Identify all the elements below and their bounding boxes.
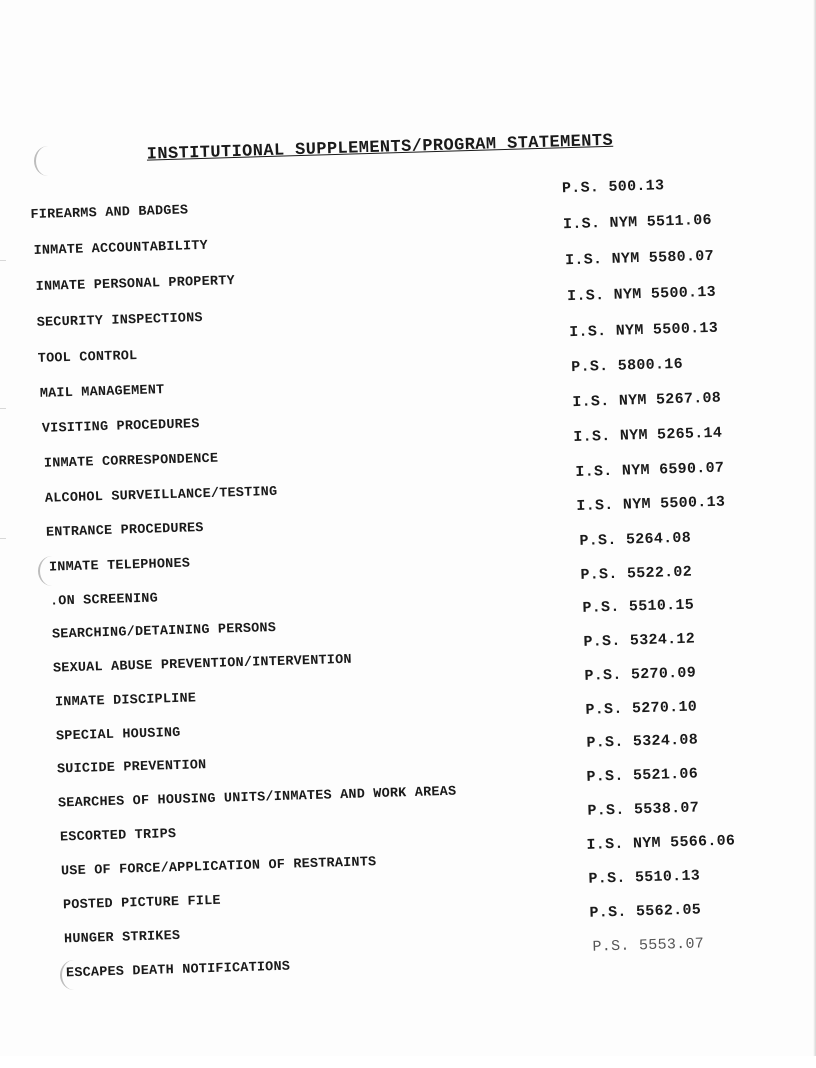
entry-code: I.S. NYM 5511.06 [562, 211, 713, 234]
entry-name: SUICIDE PREVENTION [56, 758, 207, 778]
entry-code: I.S. NYM 5500.13 [566, 283, 717, 306]
entry-code: P.S. 5521.06 [586, 765, 699, 786]
entry-code: P.S. 5324.12 [583, 630, 696, 651]
entry-code: I.S. NYM 6590.07 [575, 459, 725, 482]
entry-name: INMATE DISCIPLINE [54, 691, 197, 711]
entry-code: P.S. 5510.15 [582, 596, 695, 617]
entry-code: P.S. 5562.05 [589, 901, 702, 922]
entry-name: SECURITY INSPECTIONS [36, 311, 203, 331]
entry-name: INMATE TELEPHONES [48, 556, 191, 576]
document-title: INSTITUTIONAL SUPPLEMENTS/PROGRAM STATEMENTS [146, 131, 614, 165]
entry-name: SEXUAL ABUSE PREVENTION/INTERVENTION [52, 652, 352, 677]
entry-code: I.S. NYM 5566.06 [586, 832, 736, 854]
entry-name: TOOL CONTROL [37, 348, 138, 367]
entry-code: P.S. 5270.09 [584, 664, 697, 685]
entry-name: VISITING PROCEDURES [41, 417, 200, 437]
entry-code: I.S. NYM 5267.08 [572, 389, 722, 412]
entry-code: I.S. NYM 5580.07 [564, 247, 715, 270]
entry-code: I.S. NYM 5500.13 [569, 319, 719, 342]
entry-name: USE OF FORCE/APPLICATION OF RESTRAINTS [60, 855, 377, 880]
entry-code: P.S. 500.13 [561, 177, 665, 198]
entry-name: FIREARMS AND BADGES [30, 203, 189, 224]
entry-name: MAIL MANAGEMENT [39, 383, 165, 402]
entry-name: ENTRANCE PROCEDURES [45, 521, 204, 541]
entry-name: INMATE CORRESPONDENCE [43, 451, 219, 472]
entry-name: SEARCHES OF HOUSING UNITS/INMATES AND WORK AREAS [57, 784, 457, 812]
entry-code: P.S. 5538.07 [587, 799, 700, 820]
entry-name: ESCORTED TRIPS [59, 827, 177, 846]
entry-code: P.S. 5553.07 [592, 935, 705, 956]
entry-name: SEARCHING/DETAINING PERSONS [51, 620, 277, 643]
entry-code: P.S. 5324.08 [586, 731, 699, 752]
entry-name: INMATE ACCOUNTABILITY [33, 238, 209, 259]
entry-name: ALCOHOL SURVEILLANCE/TESTING [44, 484, 278, 507]
entry-name: POSTED PICTURE FILE [62, 893, 221, 914]
entry-code: P.S. 5800.16 [571, 355, 684, 377]
entry-name: HUNGER STRIKES [63, 928, 181, 948]
entry-code: P.S. 5510.13 [588, 867, 701, 888]
entry-name: SPECIAL HOUSING [55, 725, 181, 745]
entry-code: P.S. 5270.10 [585, 698, 698, 719]
entry-code: P.S. 5264.08 [579, 529, 692, 550]
entry-name: .ON SCREENING [49, 591, 159, 610]
entry-code: I.S. NYM 5265.14 [573, 424, 723, 447]
entry-code: I.S. NYM 5500.13 [576, 493, 726, 515]
entry-code: P.S. 5522.02 [580, 563, 693, 584]
entry-name: INMATE PERSONAL PROPERTY [35, 274, 236, 295]
entry-name: ESCAPES DEATH NOTIFICATIONS [65, 959, 291, 982]
